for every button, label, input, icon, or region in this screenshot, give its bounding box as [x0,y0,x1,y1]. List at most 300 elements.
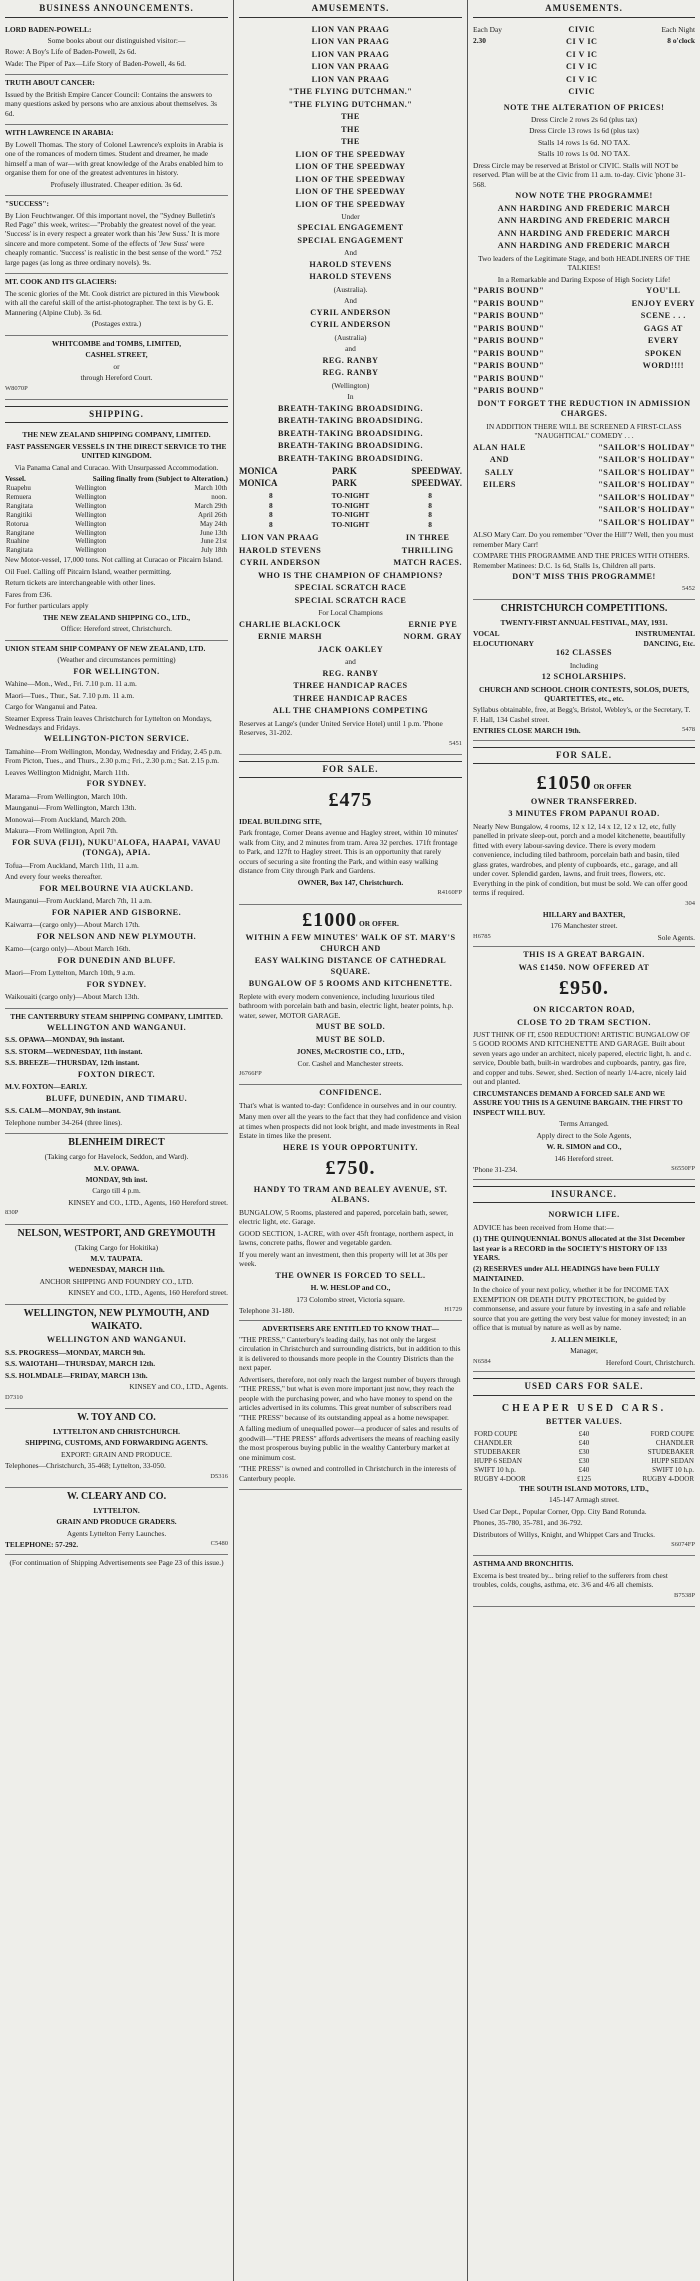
sailing-row-cell: July 18th [201,546,227,555]
bookseller-through: through Hereford Court. [80,373,153,383]
ad-title: MT. COOK AND ITS GLACIERS: [5,277,117,287]
night-time: 8 o'clock [667,35,695,45]
distributors: Distributors of Willys, Knight, and Whippet Cars and Trucks. [473,1529,655,1539]
sailing-row [5,520,228,529]
tonight-word: 8 [269,491,273,501]
section-header-for-sale: FOR SALE. [239,761,462,779]
service-line: FAST PASSENGER VESSELS IN THE DIRECT SERVICE TO THE UNITED KINGDOM. [6,441,227,461]
rider-name-line: LION VAN PRAAG [311,24,390,34]
route-head: BLUFF, DUNEDIN, AND TIMARU. [45,1093,188,1103]
ad-title: NORWICH LIFE. [548,1210,620,1220]
ad-code: 5452 [682,584,695,592]
the-line: THE [341,137,360,147]
route-line: Cargo for Wanganui and Patea. [5,702,98,712]
leaders: Two leaders of the Legitimate Stage, and both HEADLINERS OF THE TALKIES! [478,253,690,273]
tonight-word: 8 [428,500,432,510]
paris-bound-block [473,286,695,399]
bargain: THIS IS A GREAT BARGAIN. [523,950,645,960]
and: And [344,248,357,258]
sailing-row [5,493,228,502]
in-a: In a Remarkable and Daring Expose of High Society Life! [497,274,671,284]
reduction: DON'T FORGET THE REDUCTION IN ADMISSION CHARGES. [477,398,691,419]
ad-civic-theatre [473,22,695,600]
note: New Motor-vessel, 17,000 tons. Not calling at Curacao or Pitcairn Island. [5,555,223,565]
tonight-line [239,510,462,519]
ad-code: J6766FP [239,1070,262,1077]
ad-title: "SUCCESS": [5,199,49,209]
offer: OR OFFER [593,782,632,792]
place: LYTTELTON AND CHRISTCHURCH. [53,1426,180,1436]
category: INSTRUMENTAL [635,629,695,639]
ad-line: Wade: The Piper of Pax—Life Story of Baden-Powell, 4s 6d. [5,58,186,68]
ad-body: Park frontage, Corner Deans avenue and Hagley street, within 10 minutes' walk from City, and 2 minutes from tram. Area 32 perches. 171ft frontage to Park, and 127ft to Hagley street. This is an opportunity that rarely occurs of securing a site fronting the Park, and within easy walking distance from City through Park and Gardens. [239,828,459,876]
broadsiding-line: BREATH-TAKING BROADSIDING. [277,416,424,426]
was-price: WAS £1450. NOW OFFERED AT [518,962,650,972]
category: ELOCUTIONARY [473,638,534,648]
paris-bound-line: "PARIS BOUND" [473,361,545,371]
sub: (Weather and circumstances permitting) [57,655,176,665]
paris-bound-line: "PARIS BOUND" [473,311,545,321]
match-rider: LION VAN PRAAG [241,533,319,543]
sailing-row-cell: Rangitata [6,546,33,555]
match-rider: CYRIL ANDERSON [239,558,321,568]
special-engagement-line: SPECIAL ENGAGEMENT [297,223,404,233]
location: ON RICCARTON ROAD, [533,1005,635,1015]
sailing-row [5,511,228,520]
price: £950. [559,977,609,1000]
route-line: Tamahine—From Wellington, Monday, Wednesday and Friday, 2.45 p.m. From Picton, Tues., and Thurs., 2.30 p.m.; Fri., 2.30 p.m.; Sat. 2.15 p.m. [5,746,222,766]
owner: OWNER, Box 147, Christchurch. [297,877,404,887]
car-row [473,1475,695,1484]
holiday-star: SALLY [484,467,514,477]
classes: 162 CLASSES [555,648,613,658]
route-head: WELLINGTON-PICTON SERVICE. [43,734,190,744]
route-line: Kamo—(cargo only)—About March 16th. [5,944,131,954]
paris-bound-line: "PARIS BOUND" [473,286,545,296]
tonight-word: 8 [269,519,273,529]
sub: (Taking Cargo for Hokitika) [74,1242,159,1252]
sailing-row [5,502,228,511]
advice: ADVICE has been received from Home that:— [473,1222,614,1232]
sole-agents: Sole Agents. [657,932,695,942]
route-head: FOR NAPIER AND GISBORNE. [51,907,182,917]
ad-bungalow-950 [473,947,695,1179]
lion-speedway-line: LION OF THE SPEEDWAY [295,199,406,209]
ad-code: N6584 [473,1357,491,1365]
agents: KINSEY and CO., LTD., Agents. [129,1382,228,1392]
match-note: THRILLING [401,545,454,555]
ad-title: ADVERTISERS ARE ENTITLED TO KNOW THAT— [261,1323,440,1333]
route-line: Wahine—Mon., Wed., Fri. 7.10 p.m. 11 a.m. [5,679,137,689]
ad-competitions [473,600,695,741]
offer: OR OFFER. [359,918,399,928]
car-row-cell: HUPP SEDAN [651,1456,694,1465]
route-line: S.S. HOLMDALE—FRIDAY, MARCH 13th. [5,1370,148,1380]
route-line: Monowai—From Auckland, March 20th. [5,814,127,824]
date: WEDNESDAY, MARCH 11th. [68,1265,165,1275]
paris-bound-line: "PARIS BOUND" [473,386,545,396]
must-be-sold-line: MUST BE SOLD. [315,1034,386,1044]
route-head: WELLINGTON AND WANGANUI. [46,1335,187,1345]
tonight-line [239,520,462,529]
route-line: Maunganui—From Wellington, March 13th. [5,803,137,813]
sailing-row-cell: Wellington [75,492,107,501]
tonight-word: TO-NIGHT [331,491,370,501]
ad-postage: (Postages extra.) [91,319,142,329]
column-header: BUSINESS ANNOUNCEMENTS. [5,3,228,18]
day-times [473,25,502,100]
agents: Agents Lyttelton Ferry Launches. [66,1528,167,1538]
lion-speedway-line: LION OF THE SPEEDWAY [295,187,406,197]
harold-origin: (Australia). [333,284,368,294]
civic-line: CI V IC [566,37,598,47]
ad-confidence [239,1085,462,1320]
ad-code: H6785 [473,932,491,940]
each-day: Each Day [473,24,502,34]
car-row-cell: £40 [578,1465,590,1474]
location: HANDY TO TRAM AND BEALEY AVENUE, ST. ALBANS. [253,1184,448,1205]
sailors-holiday-line: "SAILOR'S HOLIDAY" [598,467,695,477]
star-line: ANN HARDING AND FREDERIC MARCH [497,216,671,226]
car-row [473,1466,695,1475]
table-header [5,474,228,483]
rider-name-line: CYRIL ANDERSON [310,307,391,317]
under: Under [341,212,360,222]
ad-body: Issued by the British Empire Cancer Council: Contains the answers to many questions asked by persons who are anxious about themselves. 3s 6d. [5,89,218,118]
ad-press-advertisers [239,1321,462,1491]
contests: CHURCH AND SCHOOL CHOIR CONTESTS, SOLOS, DUETS, QUARTETTES, etc., etc. [478,684,690,703]
ad-nz-shipping [5,427,228,640]
car-row-cell: SWIFT 10 h.p. [474,1465,516,1474]
sailing-row-cell: March 29th [194,501,227,510]
rider: REG. RANBY [322,668,379,678]
route-line: Leaves Wellington Midnight, March 11th. [5,767,130,777]
civic-line: CIVIC [568,87,596,97]
venue-line [239,466,462,478]
route-line: S.S. CALM—MONDAY, 9th instant. [5,1106,121,1116]
location: 3 MINUTES FROM PAPANUI ROAD. [508,809,660,819]
owner: OWNER TRANSFERRED. [530,796,638,806]
lion-speedway-line: LION OF THE SPEEDWAY [295,174,406,184]
closes: ENTRIES CLOSE MARCH 19th. [473,726,581,736]
col-vessel: Vessel. [5,474,26,484]
car-row-cell: £30 [578,1447,590,1456]
local-rider: ERNIE PYE [408,619,458,629]
star-line: ANN HARDING AND FREDERIC MARCH [497,241,671,251]
match-races [239,533,462,571]
local-rider: CHARLIE BLACKLOCK [239,619,341,629]
ad-body: If you merely want an investment, then this property will let at 30s per week. [239,1249,448,1269]
route-title: NELSON, WESTPORT, AND GREYMOUTH [17,1227,216,1239]
car-row-cell: STUDEBAKER [474,1447,521,1456]
used-dept: Used Car Dept., Popular Corner, Opp. City Band Rotunda. [473,1506,647,1516]
route-head: FOR WELLINGTON. [73,666,160,676]
match-note: IN THREE [405,533,450,543]
property: BUNGALOW OF 5 ROOMS AND KITCHENETTE. [248,979,453,989]
sailing-row-cell: Wellington [75,510,107,519]
column-amusements-sale [233,0,467,2281]
route-line: Kaiwarra—(cargo only)—About March 17th. [5,920,140,930]
phone-row [239,1306,462,1315]
dealer: THE SOUTH ISLAND MOTORS, LTD., [519,1483,649,1493]
price: £1050 [536,772,592,795]
sailing-row-cell: March 10th [194,483,227,492]
dealer-address: 145-147 Armagh street. [549,1495,619,1505]
ad-body: Many men over all the years to the fact that they had confidence and vision at times when prospects did not look bright, and made investments in Real Estate in times like the present. [239,1112,462,1141]
route-head: FOR DUNEDIN AND BLUFF. [57,955,176,965]
holiday-star: EILERS [482,480,516,490]
company-name: THE NEW ZEALAND SHIPPING COMPANY, LIMITED. [22,430,211,440]
ad-title: CONFIDENCE. [319,1088,382,1098]
lion-speedway-line: LION OF THE SPEEDWAY [295,162,406,172]
paris-side-note: SPOKEN [644,348,682,358]
apply: Apply direct to the Sole Agents, [536,1130,632,1140]
price: £750. [325,1157,376,1180]
scratch-race-line: SPECIAL SCRATCH RACE [294,595,407,605]
route-line: Maori—Tues., Thur., Sat. 7.10 p.m. 11 a.m. [5,690,135,700]
terms: Terms Arranged. [559,1119,609,1129]
note: Oil Fuel. Calling off Pitcairn Island, weather permitting. [5,566,172,576]
local-rider: NORM. GRAY [403,632,462,642]
phone-row [5,1540,228,1549]
nickname-line: "THE FLYING DUTCHMAN." [288,87,413,97]
civic-line: CI V IC [566,62,598,72]
ad-body: A falling medium of unequalled power—a producer of sales and results of goodwill—"THE PRESS" affords advertisers the means of reaching easily the most prosperous buying public in the wealthy Canterbury market at one minimum cost. [239,1424,460,1462]
route-title: BLENHEIM DIRECT [68,1137,165,1149]
tonight-word: 8 [269,510,273,520]
paris-side-note: YOU'LL [646,286,681,296]
holiday-star: ALAN HALE [473,442,526,452]
tonight-word: TO-NIGHT [331,519,370,529]
ad-intro: Some books about our distinguished visitor:— [47,35,186,45]
compare: COMPARE THIS PROGRAMME AND THE PRICES WITH OTHERS. Remember Matinees: D.C. 1s 6d, Stalls 1s, Children all parts. [473,551,690,570]
ad-body: The scenic glories of the Mt. Cook district are pictured in this Viewbook with all the careful skill of the artist-photographer. The text is by G. E. Mannering (Alpine Club). 3s 6d. [5,288,220,317]
local-riders [239,620,462,645]
route-head: FOR SYDNEY. [86,779,147,789]
agents: KINSEY and CO., LTD., Agents, 160 Hereford street. [68,1288,228,1298]
venue-word: PARK [332,466,357,477]
civic-banner [473,25,695,100]
agent-address: 176 Manchester street. [550,921,618,931]
route-head: FOR MELBOURNE VIA AUCKLAND. [39,883,194,893]
car-row-cell: CHANDLER [655,1438,694,1447]
route-line: S.S. BREEZE—THURSDAY, 12th instant. [5,1058,140,1068]
special-engagement-line: SPECIAL ENGAGEMENT [297,235,404,245]
section-header-shipping: SHIPPING. [5,406,228,424]
ad-title: ASTHMA AND BRONCHITIS. [473,1559,574,1569]
car-row-cell: £40 [578,1429,590,1438]
location: CLOSE TO 2D TRAM SECTION. [517,1017,651,1027]
category: DANCING, Etc. [643,638,695,648]
handicap-line: THREE HANDICAP RACES [293,693,408,703]
company-name: UNION STEAM SHIP COMPANY OF NEW ZEALAND, LTD. [5,643,206,653]
exports: EXPORT: GRAIN AND PRODUCE. [61,1449,172,1459]
route-line: S.S. STORM—WEDNESDAY, 11th instant. [5,1046,143,1056]
price-line: Stalls 10 rows 1s 0d. NO TAX. [537,149,631,159]
star-line: ANN HARDING AND FREDERIC MARCH [497,203,671,213]
sailing-row-cell: Ruapehu [6,483,31,492]
continuation-note: (For continuation of Shipping Advertisements see Page 23 of this issue.) [9,1557,224,1567]
section-header-insurance: INSURANCE. [473,1186,695,1204]
ad-mt-cook-book [5,274,228,335]
agent-address: Cor. Cashel and Manchester streets. [297,1058,404,1068]
day-time: 2.30 [473,35,486,45]
ad-nelson-westport [5,1225,228,1305]
scholarships: 12 SCHOLARSHIPS. [541,672,627,681]
rider-name-line: LION VAN PRAAG [311,49,390,59]
rider-name-line: REG. RANBY [322,368,379,378]
tonight-line [239,501,462,510]
agent-address: 146 Hereford street. [554,1153,614,1163]
address-row [473,1358,695,1367]
sailing-row [5,537,228,546]
ad-body: "THE PRESS," Canterbury's leading daily, has not only the largest circulation in Christchurch and surrounding districts, but in addition to this it is delivered to thousands more people in the Country Districts than the next paper. [239,1334,461,1373]
col-from: Sailing finally from (Subject to Alteration.) [92,474,228,484]
ad-body: Advertisers, therefore, not only reach the largest number of buyers through "THE PRESS," but what is even more important just now, they reach the people with the purchasing power, and who have money to spend on the articles advertised in its columns. This great number of subscribers read "THE PRESS" because of its outstanding appeal as a home newspaper. [239,1374,461,1422]
paris-side-note: WORD!!!! [642,361,684,371]
ad-line: Rowe: A Boy's Life of Baden-Powell, 2s 6d. [5,47,137,57]
venue-word: SPEEDWAY. [411,466,462,477]
sailing-row-cell: Rotorua [6,519,29,528]
rider-name-line: HAROLD STEVENS [309,259,392,269]
including: Including [569,660,599,670]
ad-code: 5478 [682,726,695,734]
sailing-row-cell: Wellington [75,537,107,546]
ad-body: Replete with every modern convenience, including luxurious tiled bathroom with porcelain bath and basin, electric light, heater points, h.p. water, sewer, MOTOR GARAGE. [239,991,454,1020]
car-row-cell: £125 [576,1474,591,1483]
ad-cancer-book [5,75,228,125]
holiday-star: AND [489,455,510,465]
festival: TWENTY-FIRST ANNUAL FESTIVAL, MAY, 1931. [500,617,668,627]
agent: W. R. SIMON and CO., [546,1142,622,1152]
addition: IN ADDITION THERE WILL BE SCREENED A FIRST-CLASS "NAUGHTICAL" COMEDY . . . [486,421,682,441]
sailing-row-cell: April 26th [198,510,227,519]
ad-body: That's what is wanted to-day: Confidence in ourselves and in our country. [239,1100,457,1110]
ad-code: S6550FP [671,1165,695,1173]
sailing-row-cell: Rangitane [6,528,35,537]
car-row [473,1439,695,1448]
reserve-info: Dress Circle may be reserved at Bristol or CIVIC. Stalls will NOT be reserved. Plan will be at the Civic from 11 a.m. to-day. Civic 'phone 31-568. [473,160,686,189]
ad-body: Excema is best treated by... bring relief to the sufferers from chest troubles, colds, coughs, asthma, etc. 3/6 and 4/6 all chemists. [473,1570,668,1590]
also: ALSO Mary Carr. Do you remember "Over the Hill"? Well, then you must remember Mary Carr! [473,530,694,549]
ad-code: W8070P [5,384,28,392]
ad-code: B7538P [674,1591,695,1599]
opportunity: HERE IS YOUR OPPORTUNITY. [283,1142,418,1152]
ad-baden-powell [5,22,228,76]
handicap-line: THREE HANDICAP RACES [293,681,408,691]
ad-w-toy [5,1409,228,1488]
sailing-row [5,529,228,538]
agent: H. W. HESLOP and CO., [310,1283,391,1293]
better-values: BETTER VALUES. [545,1417,623,1427]
column-business-shipping [0,0,233,2281]
ad-lawrence-book [5,125,228,196]
route-line: Makura—From Wellington, April 7th. [5,826,118,836]
ad-code: C5480 [210,1540,228,1548]
and: and [345,657,356,667]
broadsiding-line: BREATH-TAKING BROADSIDING. [277,403,424,413]
route-line: Steamer Express Train leaves Christchurch for Lyttelton on Mondays, Wednesdays and Fridays. [5,713,212,732]
paris-side-note: EVERY [647,336,679,346]
ad-title: CHEAPER USED CARS. [501,1402,667,1414]
office: Office: Hereford street, Christchurch. [61,624,172,634]
vessel: M.V. OPAWA. [94,1163,139,1173]
programme-note: NOW NOTE THE PROGRAMME! [515,191,653,201]
sailing-row-cell: Rangitiki [6,510,33,519]
rider: JACK OAKLEY [317,644,384,654]
price-line: Stalls 14 rows 1s 6d. NO TAX. [537,137,631,147]
column-amusements-insurance [467,0,700,2281]
vessel: M.V. TAUPATA. [90,1254,143,1263]
forced: THE OWNER IS FORCED TO SELL. [275,1270,426,1280]
route-line: Maori—From Lyttelton, March 10th, 9 a.m. [5,968,135,978]
price-line: Dress Circle 2 rows 2s 6d (plus tax) [530,115,638,125]
place: LYTTELTON. [93,1505,140,1515]
ad-code: D5316 [210,1472,228,1480]
sailing-row-cell: Rangitata [6,501,33,510]
car-row-cell: FORD COUPE [650,1429,694,1438]
sailors-holiday-line: "SAILOR'S HOLIDAY" [598,492,695,502]
agent: HILLARY and BAXTER, [542,910,626,920]
car-row [473,1457,695,1466]
reserves: Reserves at Lange's (under United Service Hotel) until 1 p.m. 'Phone Reserves, 31-202. [239,718,443,738]
ad-whitcombe-tombs [5,336,228,400]
ad-title: LORD BADEN-POWELL: [5,24,92,34]
rider-name-line: REG. RANBY [322,355,379,365]
ad-code: H1729 [444,1306,462,1314]
sailors-holiday-block [473,443,695,531]
phone: Telephone 31-180. [239,1306,295,1316]
phone-row [473,1165,695,1174]
note: Fares from £36. [5,589,53,599]
section-header-used-cars: USED CARS FOR SALE. [473,1378,695,1396]
agent: JONES, McCROSTIE CO., LTD., [296,1047,405,1057]
match-rider: HAROLD STEVENS [239,545,322,555]
point: (2) RESERVES under ALL HEADINGS have been FULLY MAINTAINED. [473,1264,660,1283]
venue-line [239,478,462,490]
manager-role: Manager, [570,1346,598,1356]
sailing-row-cell: Wellington [75,501,107,510]
route-title: WELLINGTON, NEW PLYMOUTH, AND WAIKATO. [23,1307,210,1332]
the-line: THE [341,124,360,134]
ad-blenheim-direct [5,1134,228,1224]
cyril-origin: (Australia) [334,332,367,342]
agent: ANCHOR SHIPPING AND FOUNDRY CO., LTD. [39,1276,194,1286]
tonight-word: 8 [428,491,432,501]
paris-bound-line: "PARIS BOUND" [473,336,545,346]
tonight-line [239,491,462,500]
column-header: AMUSEMENTS. [473,3,695,18]
must-be-sold-line: MUST BE SOLD. [315,1022,386,1032]
route-head: FOR NELSON AND NEW PLYMOUTH. [36,931,197,941]
sailing-row [5,546,228,555]
point: (1) THE QUINQUENNIAL BONUS allocated at the 31st December last year is a RECORD in the SOCIETY'S HISTORY OF 133 YEARS. [473,1234,685,1262]
note: Return tickets are interchangeable with other lines. [5,578,156,588]
agent-address: 173 Colombo street, Victoria square. [296,1294,405,1304]
route-line: Via Panama Canal and Curacao. With Unsurpassed Accommodation. [14,462,219,472]
venue-word: SPEEDWAY. [411,477,462,488]
rider-name-line: CYRIL ANDERSON [310,320,391,330]
car-row [473,1448,695,1457]
venue-word: PARK [332,477,357,488]
star-line: ANN HARDING AND FREDERIC MARCH [497,228,671,238]
phones: Phones, 35-780, 35-781, and 36-792. [473,1518,583,1528]
categories [473,629,695,638]
route-line: Tofua—From Auckland, March 11th, 11 a.m. [5,860,139,870]
ad-body: "THE PRESS" is owned and controlled in Christchurch in the interests of Canterbury people. [239,1464,457,1483]
ad-body: BUNGALOW, 5 Rooms, plastered and papered, porcelain bath, sewer, electric light, etc. Garage. [239,1207,448,1227]
ad-w-cleary [5,1488,228,1555]
